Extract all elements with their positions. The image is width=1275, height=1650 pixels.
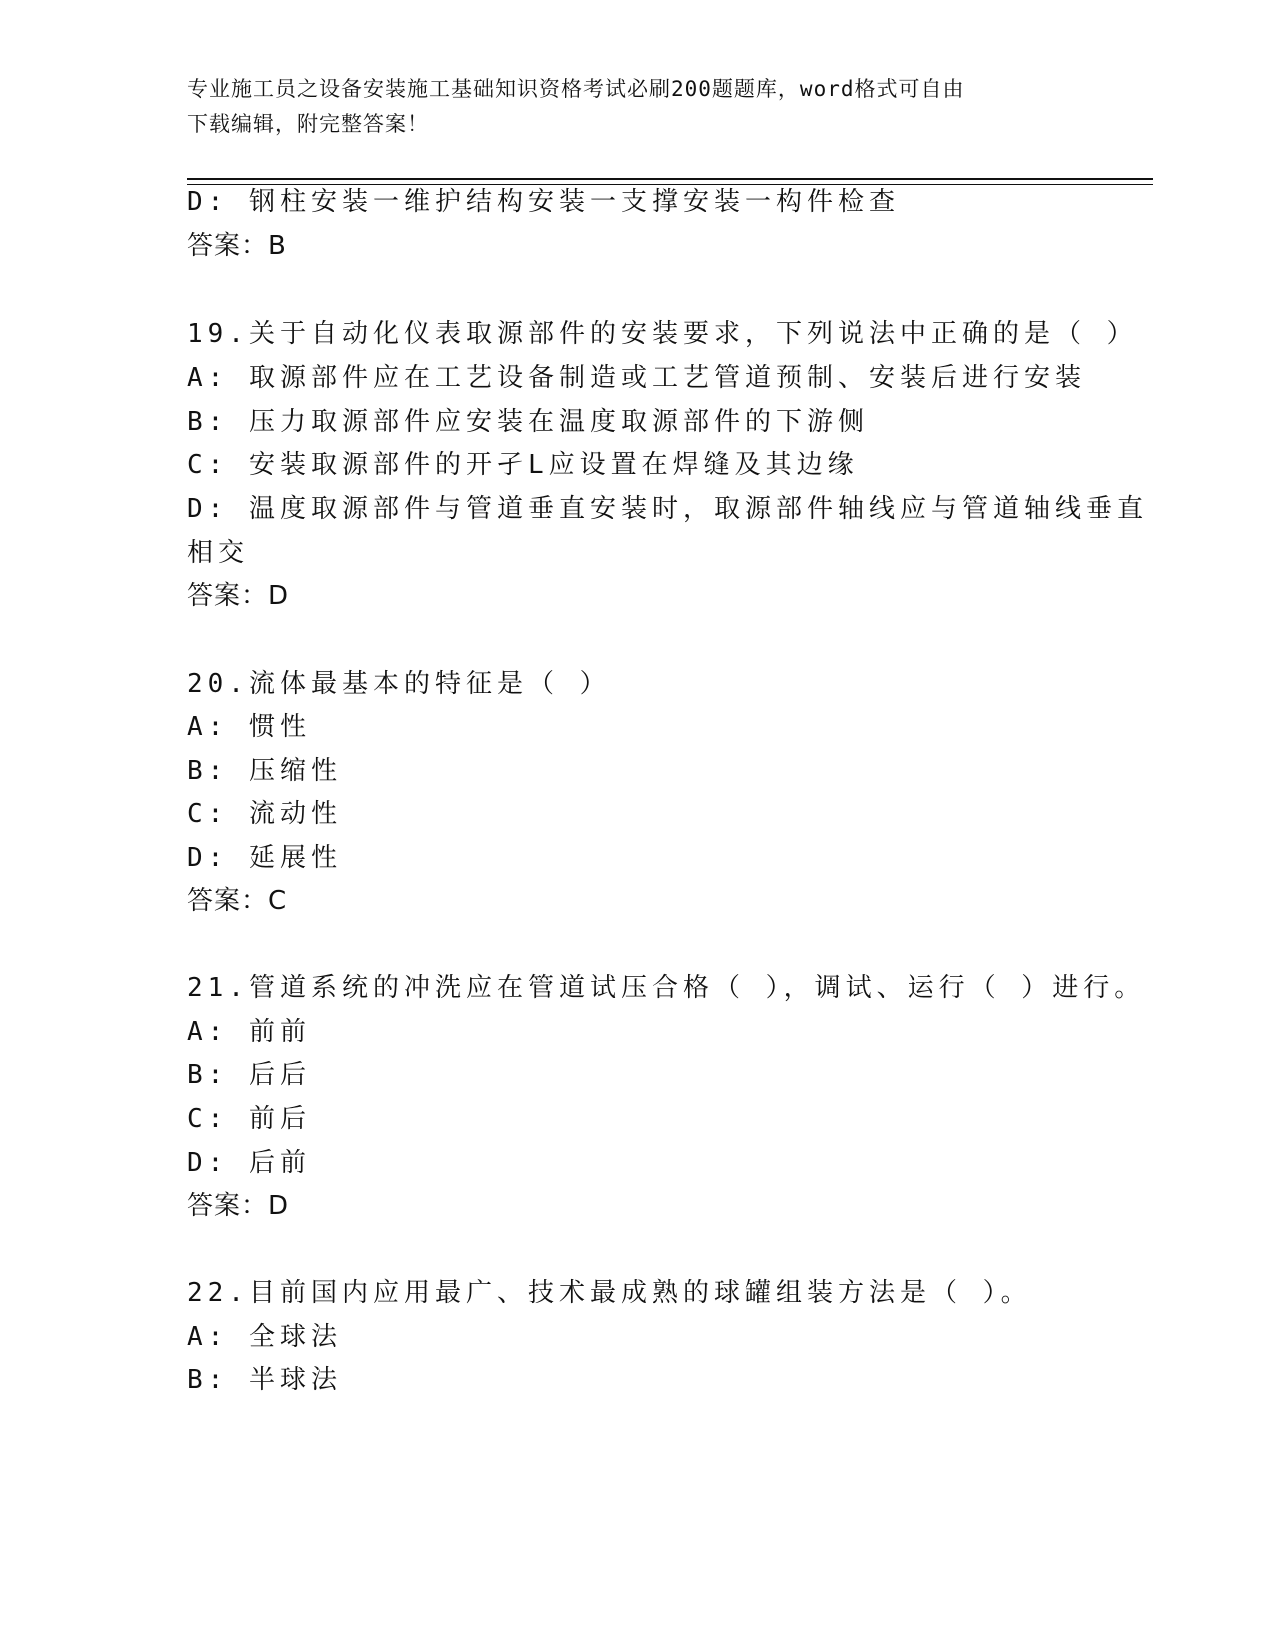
q21-option-b: B: 后后 bbox=[187, 1060, 311, 1090]
q21-option-c: C: 前后 bbox=[187, 1104, 311, 1134]
q22-stem: 22.目前国内应用最广、技术最成熟的球罐组装方法是（ ）。 bbox=[187, 1278, 1032, 1308]
q20-option-c: C: 流动性 bbox=[187, 799, 342, 829]
q20-option-a: A: 惯性 bbox=[187, 712, 311, 742]
header-line-2: 下载编辑，附完整答案！ bbox=[187, 112, 429, 136]
q20-option-b: B: 压缩性 bbox=[187, 756, 342, 786]
q20-stem: 20.流体最基本的特征是（ ） bbox=[187, 669, 611, 699]
q21-option-a: A: 前前 bbox=[187, 1017, 311, 1047]
q21-answer: 答案：D bbox=[187, 1191, 290, 1221]
header-divider-thin bbox=[187, 184, 1153, 185]
q20-answer: 答案：C bbox=[187, 886, 288, 916]
q19-option-c: C: 安装取源部件的开孑L应设置在焊缝及其边缘 bbox=[187, 450, 859, 480]
q19-option-b: B: 压力取源部件应安装在温度取源部件的下游侧 bbox=[187, 407, 869, 437]
q19-option-d-continued: 相交 bbox=[187, 538, 250, 568]
q21-option-d: D: 后前 bbox=[187, 1148, 311, 1178]
header-line-1: 专业施工员之设备安装施工基础知识资格考试必刷200题题库，word格式可自由 bbox=[187, 77, 965, 101]
prev-option-d: D: 钢柱安装一维护结构安装一支撑安装一构件检查 bbox=[187, 187, 900, 217]
q20-option-d: D: 延展性 bbox=[187, 843, 342, 873]
q21-stem: 21.管道系统的冲洗应在管道试压合格（ ），调试、运行（ ）进行。 bbox=[187, 973, 1146, 1003]
prev-answer: 答案：B bbox=[187, 231, 287, 261]
q22-option-b: B: 半球法 bbox=[187, 1365, 342, 1395]
q22-option-a: A: 全球法 bbox=[187, 1322, 342, 1352]
q19-answer: 答案：D bbox=[187, 581, 290, 611]
q19-option-a: A: 取源部件应在工艺设备制造或工艺管道预制、安装后进行安装 bbox=[187, 363, 1086, 393]
q19-stem: 19.关于自动化仪表取源部件的安装要求，下列说法中正确的是（ ） bbox=[187, 319, 1138, 349]
q19-option-d: D: 温度取源部件与管道垂直安装时，取源部件轴线应与管道轴线垂直 bbox=[187, 494, 1148, 524]
document-header bbox=[187, 72, 1067, 142]
header-divider-thick bbox=[187, 178, 1153, 180]
